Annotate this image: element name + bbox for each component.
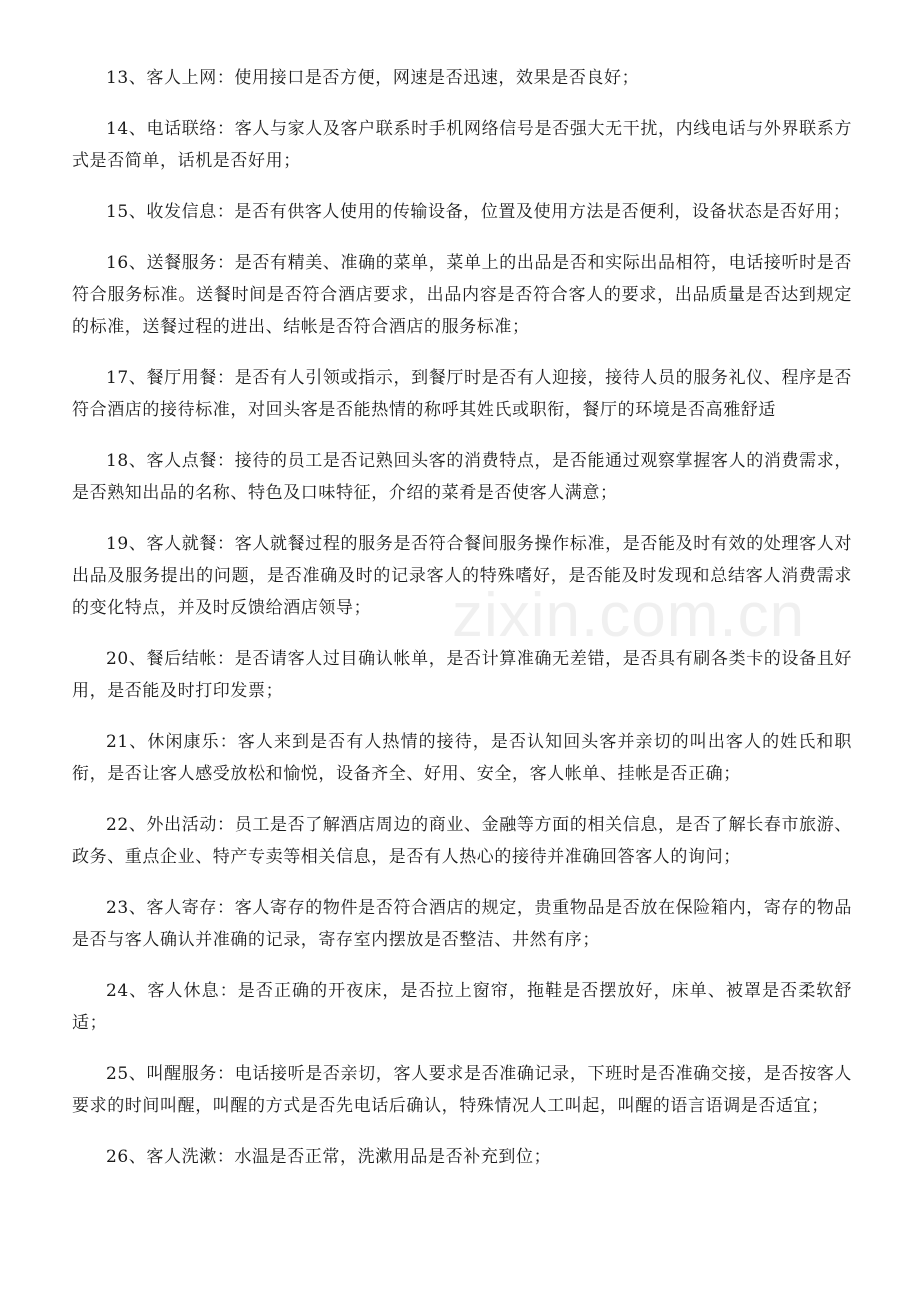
- paragraph-14: 14、电话联络：客人与家人及客户联系时手机网络信号是否强大无干扰，内线电话与外界联系方式是否简单，话机是否好用；: [72, 119, 852, 171]
- paragraph-15: 15、收发信息：是否有供客人使用的传输设备，位置及使用方法是否便利，设备状态是否好用；: [106, 202, 851, 222]
- document-body: [72, 62, 852, 1192]
- paragraph-13: 13、客人上网：使用接口是否方便，网速是否迅速，效果是否良好；: [106, 68, 640, 88]
- paragraph-16: 16、送餐服务：是否有精美、准确的菜单，菜单上的出品是否和实际出品相符，电话接听时是否符合服务标准。送餐时间是否符合酒店要求，出品内容是否符合客人的要求，出品质量是否达到规定的标准，送餐过程的进出、结帐是否符合酒店的服务标准；: [72, 253, 852, 337]
- paragraph-24: 24、客人休息：是否正确的开夜床，是否拉上窗帘，拖鞋是否摆放好，床单、被罩是否柔软舒适；: [72, 981, 852, 1033]
- paragraph-26: 26、客人洗漱：水温是否正常，洗漱用品是否补充到位；: [106, 1147, 552, 1167]
- paragraph-17: 17、餐厅用餐：是否有人引领或指示，到餐厅时是否有人迎接，接待人员的服务礼仪、程序是否符合酒店的接待标准，对回头客是否能热情的称呼其姓氏或职衔，餐厅的环境是否高雅舒适: [72, 368, 852, 420]
- paragraph-18: 18、客人点餐：接待的员工是否记熟回头客的消费特点，是否能通过观察掌握客人的消费需求，是否熟知出品的名称、特色及口味特征，介绍的菜肴是否使客人满意；: [72, 451, 852, 503]
- paragraph-23: 23、客人寄存：客人寄存的物件是否符合酒店的规定，贵重物品是否放在保险箱内，寄存的物品是否与客人确认并准确的记录，寄存室内摆放是否整洁、井然有序；: [72, 898, 852, 950]
- watermark-logo: zixin.com.cn: [452, 581, 806, 650]
- paragraph-19: 19、客人就餐：客人就餐过程的服务是否符合餐间服务操作标准，是否能及时有效的处理客人对出品及服务提出的问题，是否准确及时的记录客人的特殊嗜好，是否能及时发现和总结客人消费需求的变化特点，并及时反馈给酒店领导；: [72, 534, 852, 618]
- paragraph-20: 20、餐后结帐：是否请客人过目确认帐单，是否计算准确无差错，是否具有刷各类卡的设备且好用，是否能及时打印发票；: [72, 649, 852, 701]
- paragraph-21: 21、休闲康乐：客人来到是否有人热情的接待，是否认知回头客并亲切的叫出客人的姓氏和职衔，是否让客人感受放松和愉悦，设备齐全、好用、安全，客人帐单、挂帐是否正确；: [72, 732, 852, 784]
- paragraph-25: 25、叫醒服务：电话接听是否亲切，客人要求是否准确记录，下班时是否准确交接，是否按客人要求的时间叫醒，叫醒的方式是否先电话后确认，特殊情况人工叫起，叫醒的语言语调是否适宜；: [72, 1064, 852, 1116]
- paragraph-22: 22、外出活动：员工是否了解酒店周边的商业、金融等方面的相关信息，是否了解长春市旅游、政务、重点企业、特产专卖等相关信息，是否有人热心的接待并准确回答客人的询问；: [72, 815, 852, 867]
